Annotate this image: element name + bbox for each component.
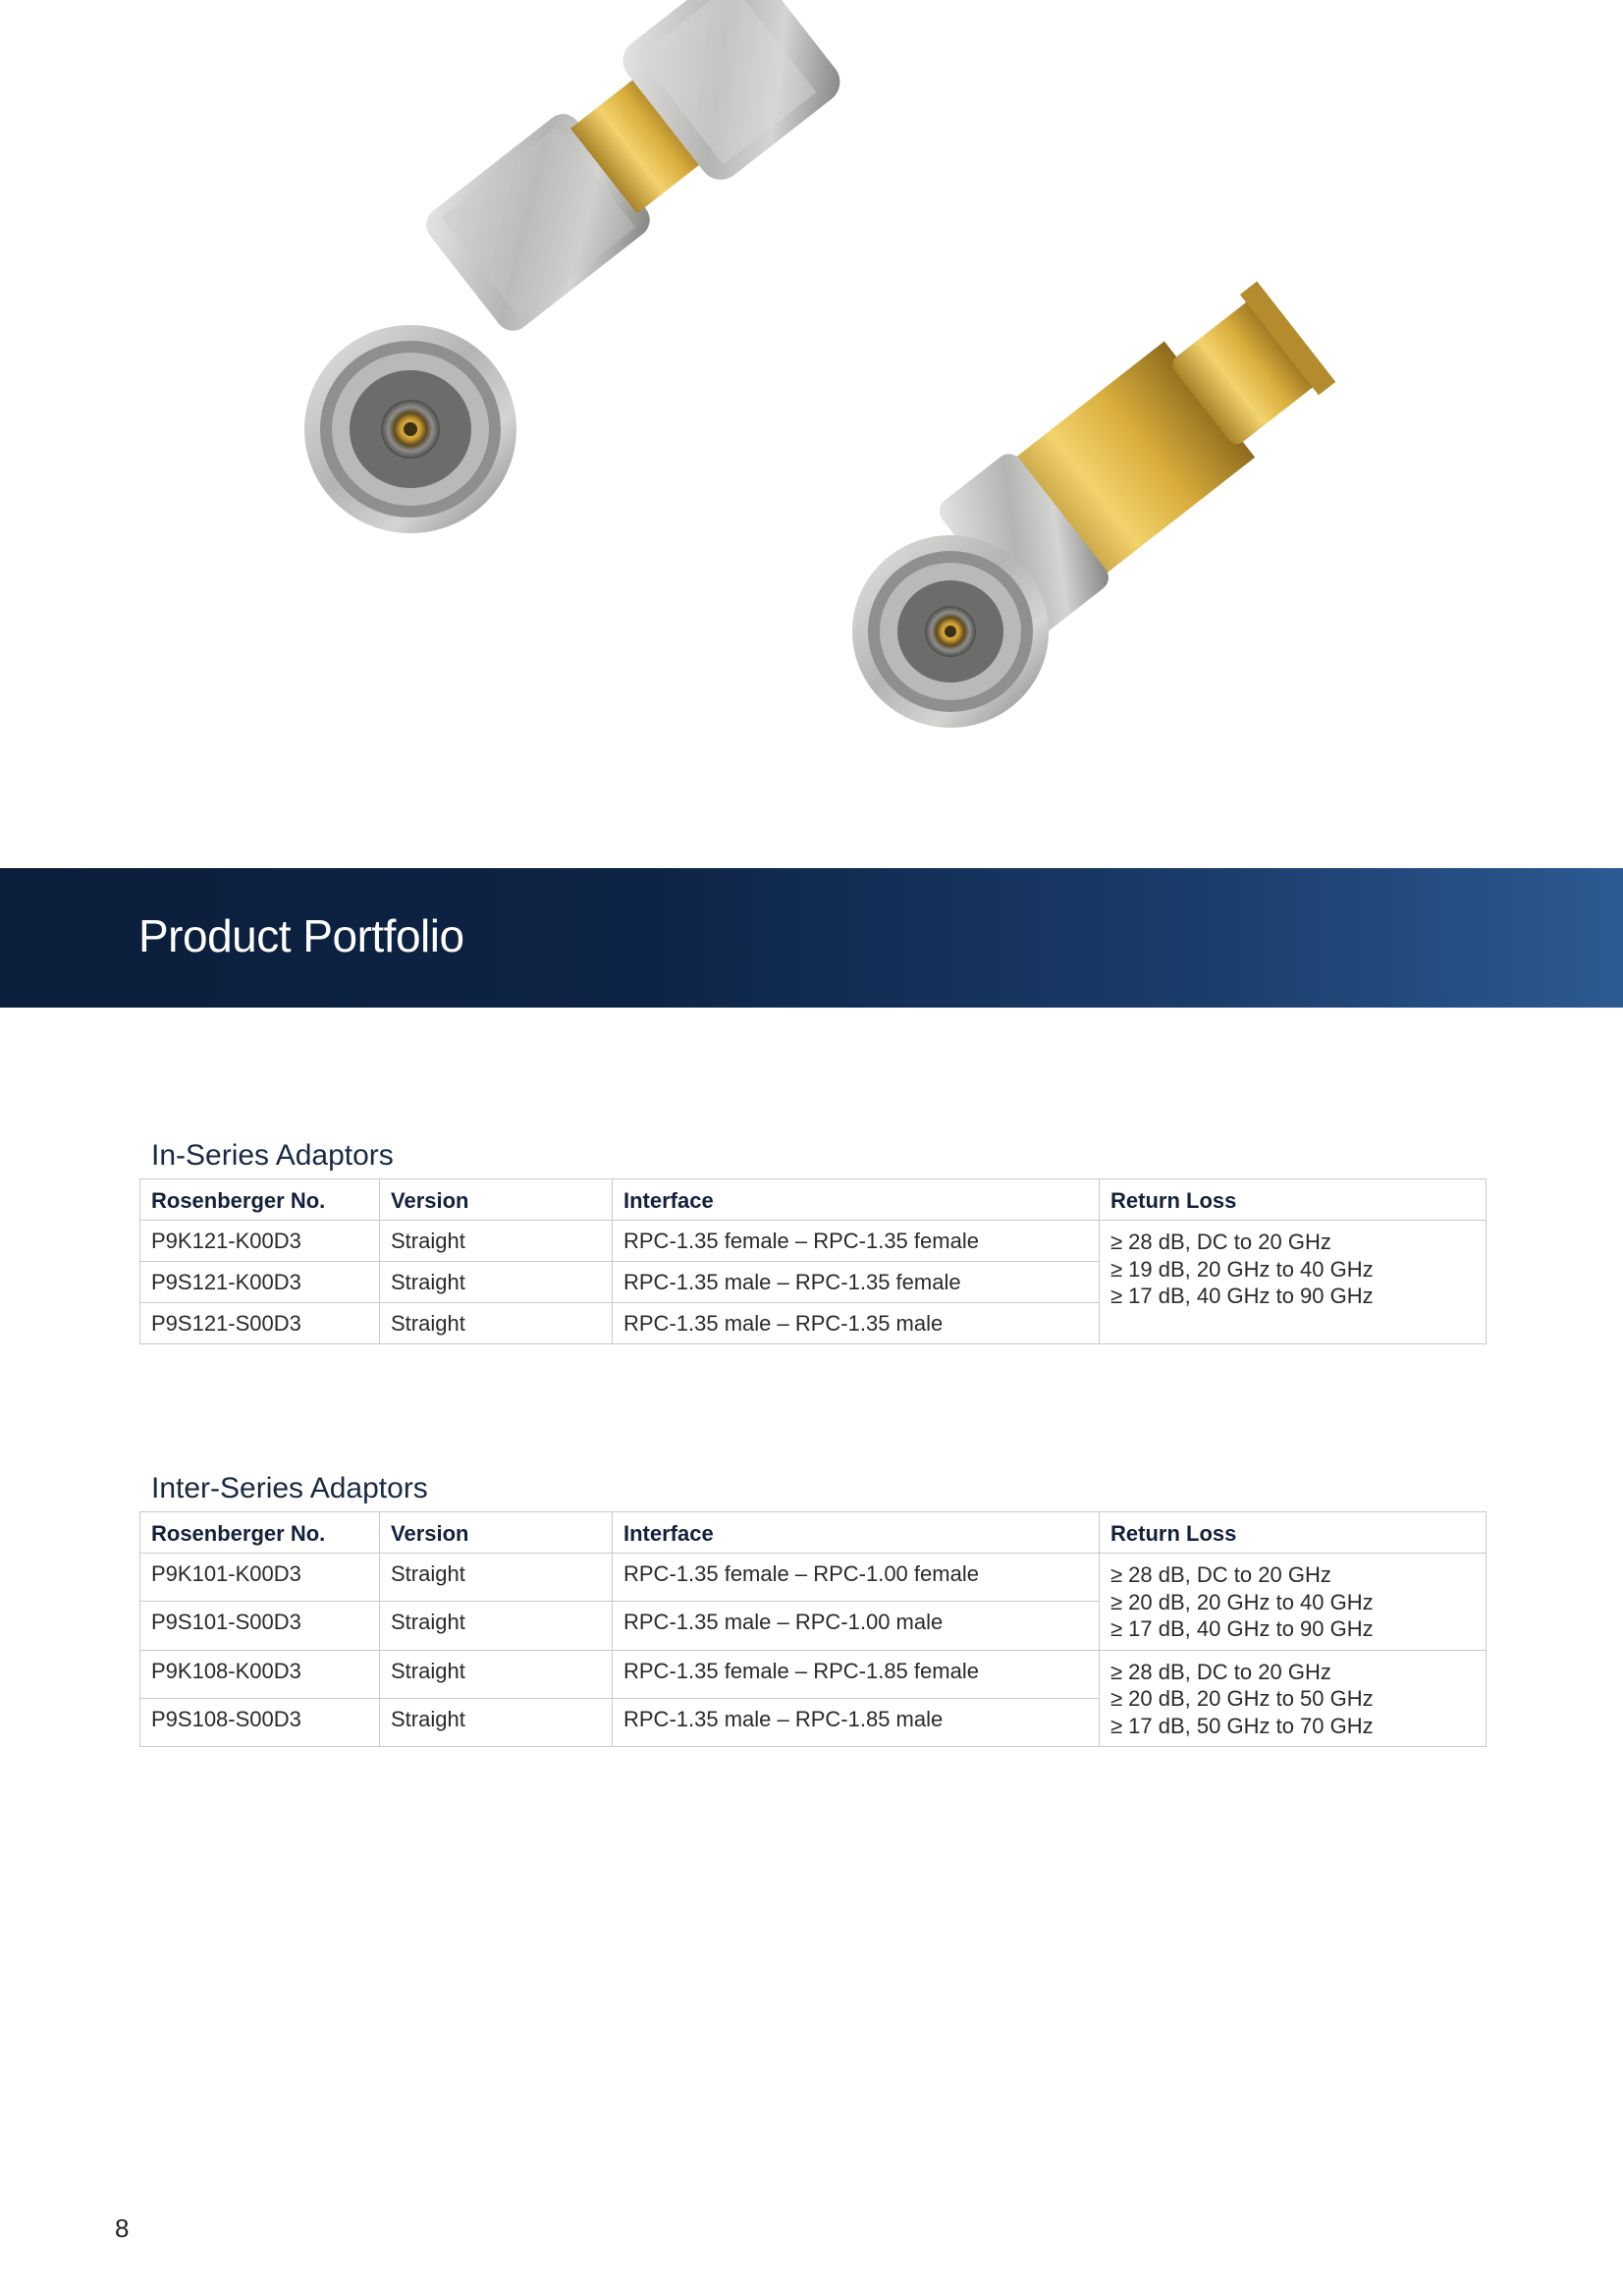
part-number: P9K121-K00D3 <box>140 1221 380 1262</box>
col-header-return-loss: Return Loss <box>1100 1512 1487 1554</box>
version: Straight <box>380 1221 613 1262</box>
interface: RPC-1.35 male – RPC-1.85 male <box>613 1698 1100 1746</box>
part-number: P9S101-S00D3 <box>140 1602 380 1650</box>
part-number: P9S121-S00D3 <box>140 1303 380 1344</box>
version: Straight <box>380 1650 613 1698</box>
interface: RPC-1.35 female – RPC-1.00 female <box>613 1554 1100 1602</box>
col-header-number: Rosenberger No. <box>140 1179 380 1221</box>
return-loss-line: ≥ 28 dB, DC to 20 GHz <box>1110 1230 1331 1254</box>
return-loss-line: ≥ 28 dB, DC to 20 GHz <box>1110 1659 1331 1684</box>
version: Straight <box>380 1303 613 1344</box>
section-banner <box>0 868 1623 1008</box>
return-loss-line: ≥ 17 dB, 50 GHz to 70 GHz <box>1110 1713 1374 1738</box>
interface: RPC-1.35 female – RPC-1.85 female <box>613 1650 1100 1698</box>
inter-series-table <box>139 1511 1487 1747</box>
in-series-table <box>139 1178 1487 1344</box>
page-title: Product Portfolio <box>138 910 464 961</box>
col-header-version: Version <box>380 1179 613 1221</box>
table-header-row <box>140 1179 1487 1221</box>
return-loss-line: ≥ 17 dB, 40 GHz to 90 GHz <box>1110 1616 1374 1641</box>
return-loss-line: ≥ 20 dB, 20 GHz to 50 GHz <box>1110 1686 1374 1711</box>
return-loss-line: ≥ 20 dB, 20 GHz to 40 GHz <box>1110 1589 1374 1614</box>
inter-series-title: Inter-Series Adaptors <box>151 1472 428 1504</box>
col-header-return-loss: Return Loss <box>1100 1179 1487 1221</box>
part-number: P9S121-K00D3 <box>140 1262 380 1303</box>
interface: RPC-1.35 female – RPC-1.35 female <box>613 1221 1100 1262</box>
table-row <box>140 1650 1487 1698</box>
interface: RPC-1.35 male – RPC-1.35 female <box>613 1262 1100 1303</box>
table-row <box>140 1221 1487 1262</box>
interface: RPC-1.35 male – RPC-1.00 male <box>613 1602 1100 1650</box>
version: Straight <box>380 1602 613 1650</box>
part-number: P9K108-K00D3 <box>140 1650 380 1698</box>
return-loss-line: ≥ 17 dB, 40 GHz to 90 GHz <box>1110 1284 1374 1308</box>
part-number: P9K101-K00D3 <box>140 1554 380 1602</box>
adaptor-image-1 <box>304 0 848 533</box>
in-series-title: In-Series Adaptors <box>151 1139 394 1172</box>
col-header-interface: Interface <box>613 1179 1100 1221</box>
table-row <box>140 1554 1487 1602</box>
version: Straight <box>380 1554 613 1602</box>
col-header-version: Version <box>380 1512 613 1554</box>
return-loss-line: ≥ 28 dB, DC to 20 GHz <box>1110 1562 1331 1587</box>
adaptor-image-2 <box>852 266 1348 728</box>
page-number: 8 <box>115 2214 130 2243</box>
col-header-interface: Interface <box>613 1512 1100 1554</box>
version: Straight <box>380 1698 613 1746</box>
return-loss <box>1100 1554 1487 1651</box>
version: Straight <box>380 1262 613 1303</box>
table-header-row <box>140 1512 1487 1554</box>
part-number: P9S108-S00D3 <box>140 1698 380 1746</box>
in-series-section <box>139 1139 1486 1344</box>
interface: RPC-1.35 male – RPC-1.35 male <box>613 1303 1100 1344</box>
product-photo <box>0 0 1623 864</box>
return-loss <box>1100 1221 1487 1344</box>
col-header-number: Rosenberger No. <box>140 1512 380 1554</box>
return-loss-line: ≥ 19 dB, 20 GHz to 40 GHz <box>1110 1256 1374 1282</box>
inter-series-section <box>139 1472 1486 1747</box>
return-loss <box>1100 1650 1487 1747</box>
